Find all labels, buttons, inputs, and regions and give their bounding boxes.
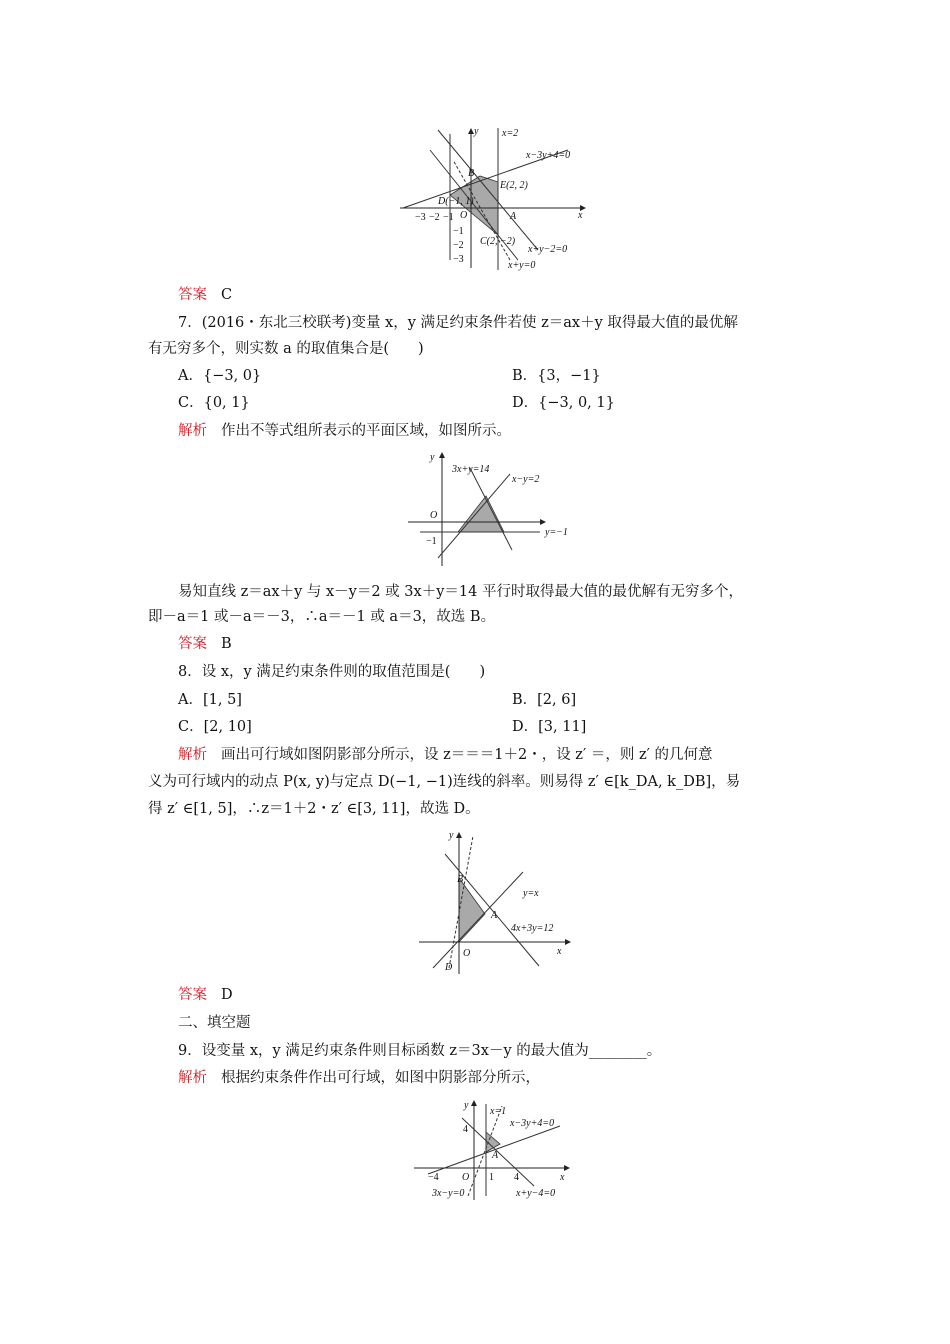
q8-answer-value: D (221, 987, 233, 1003)
fig3-label-D: D (445, 962, 453, 973)
fig1-label-O: O (460, 210, 468, 221)
q7-option-b: B．{3，−1} (512, 368, 601, 384)
q8-analysis-line-3: 得 z′ ∈[1, 5]，∴z＝1＋2・z′ ∈[3, 11]，故选 D。 (148, 801, 480, 817)
fig3-line-yx (433, 872, 523, 968)
fig1-tick-x-neg1: −1 (443, 212, 454, 223)
fig3-shaded-region (459, 878, 485, 942)
q7-answer-value: B (221, 636, 232, 652)
q7-analysis-text: 作出不等式组所表示的平面区域，如图所示。 (221, 423, 511, 439)
q7-stem-line-1: 7．(2016・东北三校联考)变量 x，y 满足约束条件若使 z＝ax＋y 取得最大值的最优解 (178, 315, 738, 331)
q8-answer-label: 答案 (178, 987, 207, 1003)
fig3-label-O: O (463, 948, 471, 959)
fig4-label-A: A (492, 1150, 499, 1161)
fig1-label-l3: x+y=0 (508, 260, 536, 271)
fig1-label-l2: x+y−2=0 (528, 244, 568, 255)
fig1-label-E: E(2, 2) (500, 180, 528, 191)
fig4-x-arrow (564, 1165, 570, 1171)
q6-answer-label: 答案 (178, 287, 207, 303)
q6-answer (178, 285, 232, 305)
fig1-axis-y: y (474, 126, 479, 137)
q7-option-d: D．{−3, 0, 1} (512, 395, 615, 411)
fig1-label-B: B (468, 168, 475, 179)
fig4-label-one: 1 (489, 1172, 494, 1183)
fig2-line-l2 (438, 474, 510, 558)
fig1-tick-x-neg2: −2 (429, 212, 440, 223)
fig4-y-arrow (471, 1100, 477, 1106)
q7-answer (178, 634, 232, 654)
fig1-tick-y-neg3: −3 (453, 254, 464, 265)
q8-option-c: C．[2, 10] (178, 719, 252, 735)
q7-explain-line-2: 即－a＝1 或－a＝－3，∴a＝－1 或 a＝3，故选 B。 (148, 609, 496, 625)
fig4-label-l1: x−3y+4=0 (510, 1118, 555, 1129)
q8-option-a: A．[1, 5] (178, 692, 242, 708)
figure-2-feasible-region (400, 446, 590, 568)
q8-option-b: B．[2, 6] (512, 692, 577, 708)
fig4-label-l2: 3x−y=0 (432, 1188, 465, 1199)
section-title: 二、填空题 (178, 1015, 251, 1031)
fig3-label-B: B (457, 874, 464, 885)
figure-1-feasible-region (398, 120, 598, 272)
fig4-label-x1: x=1 (490, 1106, 507, 1117)
figure-3-feasible-region (415, 826, 585, 976)
q7-option-c: C．{0, 1} (178, 395, 250, 411)
fig4-axis-x: x (560, 1172, 565, 1183)
fig1-label-l1: x−3y+4=0 (526, 150, 571, 161)
q8-analysis-line-2: 义为可行域内的动点 P(x, y)与定点 D(−1, −1)连线的斜率。则易得 z′ ∈[k_DA, k_DB]，易 (148, 774, 741, 790)
q8-answer (178, 985, 233, 1005)
fig3-x-arrow (565, 939, 571, 945)
fig1-tick-y-neg2: −2 (453, 240, 464, 251)
fig2-label-l3: y=−1 (545, 527, 568, 538)
q9-analysis-text: 根据约束条件作出可行域，如图中阴影部分所示， (221, 1070, 540, 1086)
fig4-label-O: O (462, 1172, 470, 1183)
fig3-y-arrow (456, 832, 462, 838)
fig4-label-four2: 4 (514, 1172, 519, 1183)
fig1-tick-y-neg1: −1 (453, 226, 464, 237)
fig1-label-C: C(2, −2) (480, 236, 516, 247)
q8-analysis-label: 解析 (178, 747, 207, 763)
q7-option-a: A．{−3, 0} (178, 368, 262, 384)
fig4-label-m4: −4 (428, 1172, 439, 1183)
q9-analysis-label: 解析 (178, 1070, 207, 1086)
fig2-y-arrow (439, 452, 445, 458)
q7-analysis-label: 解析 (178, 423, 207, 439)
fig3-label-l: 4x+3y=12 (511, 923, 554, 934)
fig1-label-x2: x=2 (502, 128, 519, 139)
fig4-label-l3: x+y−4=0 (516, 1188, 556, 1199)
q7-answer-label: 答案 (178, 636, 207, 652)
q9-analysis (178, 1068, 540, 1088)
fig1-axis-x: x (578, 210, 583, 221)
fig4-label-four: 4 (463, 1124, 468, 1135)
fig2-label-m1: −1 (426, 536, 437, 547)
fig3-label-A: A (491, 910, 498, 921)
q8-stem: 8．设 x，y 满足约束条件则的取值范围是( ) (178, 664, 486, 680)
q7-stem-line-2: 有无穷多个，则实数 a 的取值集合是( ) (148, 341, 424, 357)
q6-answer-value: C (221, 287, 233, 303)
q9-stem: 9．设变量 x，y 满足约束条件则目标函数 z＝3x－y 的最大值为________。 (178, 1043, 662, 1059)
fig1-tick-x-neg3: −3 (415, 212, 426, 223)
fig3-label-yx: y=x (523, 888, 539, 899)
fig2-label-l2: x−y=2 (512, 474, 540, 485)
q8-option-d: D．[3, 11] (512, 719, 587, 735)
fig2-label-l1: 3x+y=14 (452, 464, 490, 475)
q8-analysis-text-1: 画出可行域如图阴影部分所示，设 z＝＝＝1＋2・，设 z′ ＝，则 z′ 的几何意 (221, 747, 713, 763)
q7-analysis (178, 421, 511, 441)
fig2-axis-y: y (430, 452, 435, 463)
fig1-label-A: A (510, 211, 517, 222)
q8-analysis-line-1 (178, 745, 713, 765)
fig1-label-D: D(−1, 1) (438, 196, 474, 207)
fig4-axis-y: y (464, 1100, 469, 1111)
fig3-axis-y: y (449, 830, 454, 841)
q7-explain-line-1: 易知直线 z＝ax＋y 与 x－y＝2 或 3x＋y＝14 平行时取得最大值的最优解有无穷多个， (178, 584, 743, 600)
fig2-label-O: O (430, 510, 438, 521)
figure-4-feasible-region (410, 1096, 580, 1202)
fig3-axis-x: x (557, 946, 562, 957)
fig2-x-arrow (540, 519, 546, 525)
